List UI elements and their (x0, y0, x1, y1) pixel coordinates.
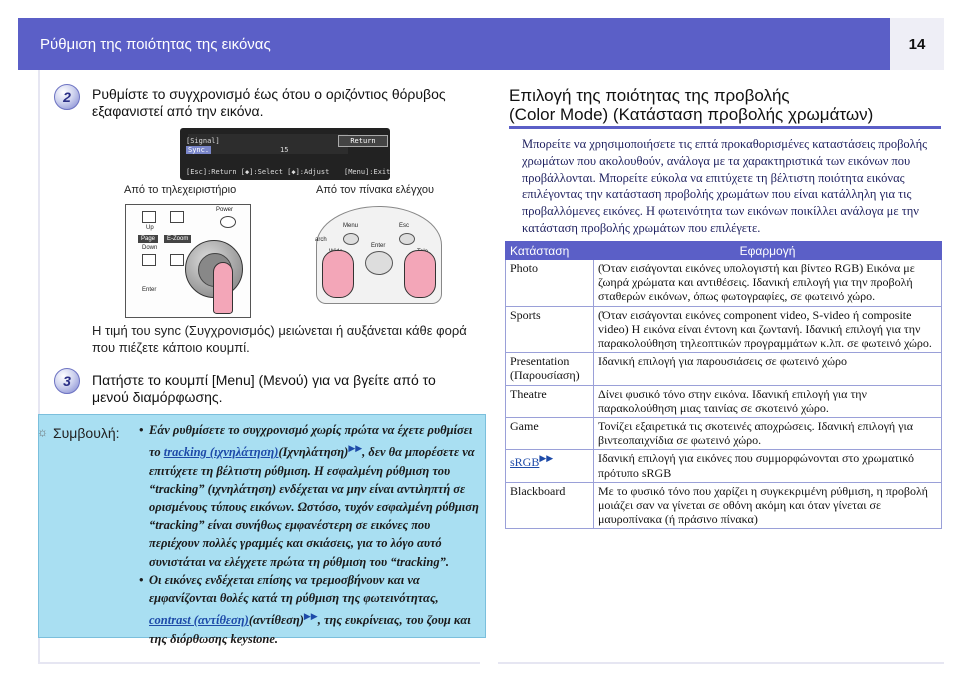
tip-item-2-gloss: (αντίθεση) (248, 613, 304, 628)
tip-item-1-gloss: (Ιχνηλάτηση) (278, 445, 349, 460)
step-2-badge: 2 (54, 84, 80, 110)
column-header-mode: Κατάσταση (506, 242, 594, 260)
page-number: 14 (890, 18, 944, 70)
mode-description: Ιδανική επιλογή για παρουσιάσεις σε φωτεινό χώρο (594, 353, 942, 385)
remote-down-label: Down (142, 245, 158, 251)
mode-name: Game (506, 418, 594, 450)
remote-zoom-in-button (170, 211, 184, 223)
mode-description: (Όταν εισάγονται εικόνες υπολογιστή και βίντεο RGB) Εικόνα με ζωηρά χρώματα και αντιθέσεις. Ιδανική επιλογή για την προβολή σταθερών εικόνων, όπως φωτογραφίες, σε φωτεινό χώρο. (594, 260, 942, 307)
page-title: Ρύθμιση της ποιότητας της εικόνας (40, 36, 271, 53)
section-title (509, 86, 873, 124)
remote-ezoom-label: E-Zoom (164, 235, 191, 243)
column-header-application: Εφαρμογή (594, 242, 942, 260)
color-mode-table (505, 241, 942, 529)
panel-left-hand (322, 250, 354, 298)
panel-enter-button (365, 251, 393, 275)
mode-name: Theatre (506, 385, 594, 417)
contrast-link[interactable]: contrast (αντίθεση) (149, 613, 249, 628)
remote-enter-label: Enter (142, 287, 157, 293)
mode-name-srgb (506, 450, 594, 482)
section-intro: Μπορείτε να χρησιμοποιήσετε τις επτά προκαθορισμένες καταστάσεις προβολής χρωμάτων που ακολουθούν, ανάλογα με τα χαρακτηριστικά των εικόνων που προβάλλονται. Μπορείτε εύκολα να επιτύχετε τη βέλτιστη ποιότητα εικόνας επιλέγοντας την κατάσταση προβολής χρωμάτων που είναι κατάλληλη για τις προβαλλόμενες εικόνες. Η φωτεινότητα των εικόνων ποικίλλει ανάλογα με την κατάσταση προβολής χρωμάτων που επιλέγετε. (522, 137, 928, 235)
osd-menu-exit: [Menu]:Exit (344, 168, 391, 176)
remote-zoom-out-button (170, 254, 184, 266)
panel-right-hand (404, 250, 436, 298)
page-header (18, 18, 944, 70)
osd-return-button: Return (338, 135, 388, 147)
mode-description: (Όταν εισάγονται εικόνες component video, S-video ή composite video) Η εικόνα είναι έντονη και ζωντανή. Ιδανική επιλογή για την παρακολούθηση τηλεοπτικών προγραμμάτων κ.λπ. σε φωτεινό χώρο. (594, 306, 942, 353)
sync-note: Η τιμή του sync (Συγχρονισμός) μειώνεται ή αυξάνεται κάθε φορά που πιέζετε κάποιο κουμπί. (92, 323, 467, 355)
mode-description: Δίνει φυσικό τόνο στην εικόνα. Ιδανική επιλογή για την παρακολούθηση μιας ταινίας σε σκοτεινό χώρο. (594, 385, 942, 417)
osd-sync-label: Sync. (188, 146, 210, 154)
osd-hint: [Esc]:Return [◆]:Select [◆]:Adjust (186, 168, 330, 176)
panel-enter-label: Enter (371, 243, 386, 249)
tip-item-1-rest: , δεν θα μπορέσετε να επιτύχετε τη βέλτιστη ρύθμιση. Η εσφαλμένη ρύθμιση του “tracking” (ιχνηλάτηση) ενδέχεται να μην είναι αντιληπτή σε ορισμένους τύπους εικόνων. Ωστόσο, τυχόν εσφαλμένη ρύθμιση “tracking” είναι συνήθως εμφανέστερη σε εικόνες που περιέχουν πολλές γραμμές και σκιάσεις, για το λόγο αυτό συνιστάται να ελέγχετε πρώτα τη ρύθμιση του “tracking”. (149, 445, 479, 569)
remote-pointing-finger (213, 262, 233, 314)
panel-esc-label: Esc (399, 223, 410, 229)
table-row (506, 418, 942, 450)
panel-search-label: arch (315, 237, 327, 243)
tip-body (139, 421, 479, 648)
glossary-arrow-icon: ▶▶ (348, 443, 363, 454)
section-title-line2: (Color Mode) (Κατάσταση προβολής χρωμάτων) (509, 105, 874, 124)
srgb-link[interactable]: sRGB (510, 455, 540, 470)
tip-item-2: • Οι εικόνες ενδέχεται επίσης να τρεμοσβήνουν και να εμφανίζονται θολές κατά τη ρύθμιση της φωτεινότητας, contrast (αντίθεση)(αντίθεση)▶▶, της ευκρίνειας, του ζουμ και της διόρθωσης keystone. (139, 572, 471, 646)
panel-menu-label: Menu (343, 223, 359, 229)
glossary-arrow-icon: ▶▶ (539, 453, 554, 464)
remote-down-button (142, 254, 156, 266)
mode-description: Ιδανική επιλογή για εικόνες που συμμορφώνονται στο χρωματικό πρότυπο sRGB (594, 450, 942, 482)
glossary-arrow-icon: ▶▶ (303, 611, 318, 622)
mode-name: Photo (506, 260, 594, 307)
osd-sync-value: 15 (280, 146, 289, 154)
remote-up-label: Up (146, 225, 154, 231)
mode-name: Sports (506, 306, 594, 353)
mode-name: Presentation (Παρουσίαση) (506, 353, 594, 385)
tip-item-2-rest: , της ευκρίνειας, του ζουμ και της διόρθωσης keystone. (149, 613, 471, 646)
tracking-link[interactable]: tracking (ιχνηλάτηση) (163, 445, 279, 460)
tip-item-1-text: Εάν ρυθμίσετε το συγχρονισμό χωρίς πρώτα να έχετε ρυθμίσει το (149, 423, 473, 460)
mode-description: Τονίζει εξαιρετικά τις σκοτεινές αποχρώσεις. Ιδανική επιλογή για βιντεοπαιχνίδια σε φωτεινό χώρο. (594, 418, 942, 450)
tip-item-1: • Εάν ρυθμίσετε το συγχρονισμό χωρίς πρώτα να έχετε ρυθμίσει το tracking (ιχνηλάτηση)(Ιχνηλάτηση)▶▶, δεν θα μπορέσετε να επιτύχετε τη βέλτιστη ρύθμιση. Η εσφαλμένη ρύθμιση του “tracking” (ιχνηλάτηση) ενδέχεται να μην είναι αντιληπτή σε ορισμένους τύπους εικόνων. Ωστόσο, τυχόν εσφαλμένη ρύθμιση “tracking” είναι συνήθως εμφανέστερη σε εικόνες που περιέχουν πολλές γραμμές και σκιάσεις, για το λόγο αυτό συνιστάται να ελέγχετε πρώτα τη ρύθμιση του “tracking”. (139, 423, 479, 569)
table-row (506, 482, 942, 529)
mode-description: Με το φυσικό τόνο που χαρίζει η συγκεκριμένη ρύθμιση, η προβολή μοιάζει σαν να γίνεται σε οθόνη ακόμη και όταν γίνεται σε μαυροπίνακα (ή πράσινο πίνακα) (594, 482, 942, 529)
tip-label: Συμβουλή: (53, 425, 120, 441)
remote-power-button (220, 216, 236, 228)
remote-up-button (142, 211, 156, 223)
tip-box (37, 414, 486, 646)
table-row (506, 385, 942, 417)
tip-item-2-text: Οι εικόνες ενδέχεται επίσης να τρεμοσβήνουν και να εμφανίζονται θολές κατά τη ρύθμιση της φωτεινότητας, (149, 572, 439, 605)
remote-power-label: Power (216, 207, 234, 213)
table-row (506, 306, 942, 353)
section-title-line1: Επιλογή της ποιότητας της προβολής (509, 86, 790, 105)
osd-signal: [Signal] (186, 137, 220, 145)
remote-page-label: Page (138, 235, 158, 243)
panel-esc-button (399, 233, 415, 245)
caption-remote: Από το τηλεχειριστήριο (124, 184, 237, 196)
panel-menu-button (343, 233, 359, 245)
step-3-text: Πατήστε το κουμπί [Menu] (Μενού) για να βγείτε από το μενού διαμόρφωσης. (92, 372, 436, 405)
table-row (506, 260, 942, 307)
step-3-badge: 3 (54, 368, 80, 394)
table-row (506, 353, 942, 385)
table-row (506, 450, 942, 482)
caption-panel: Από τον πίνακα ελέγχου (316, 184, 435, 196)
section-rule (509, 126, 941, 129)
mode-name: Blackboard (506, 482, 594, 529)
step-2-text: Ρυθμίστε το συγχρονισμό έως ότου ο οριζόντιος θόρυβος εξαφανιστεί από την εικόνα. (92, 86, 446, 119)
lightbulb-icon: ☼ (37, 425, 48, 439)
